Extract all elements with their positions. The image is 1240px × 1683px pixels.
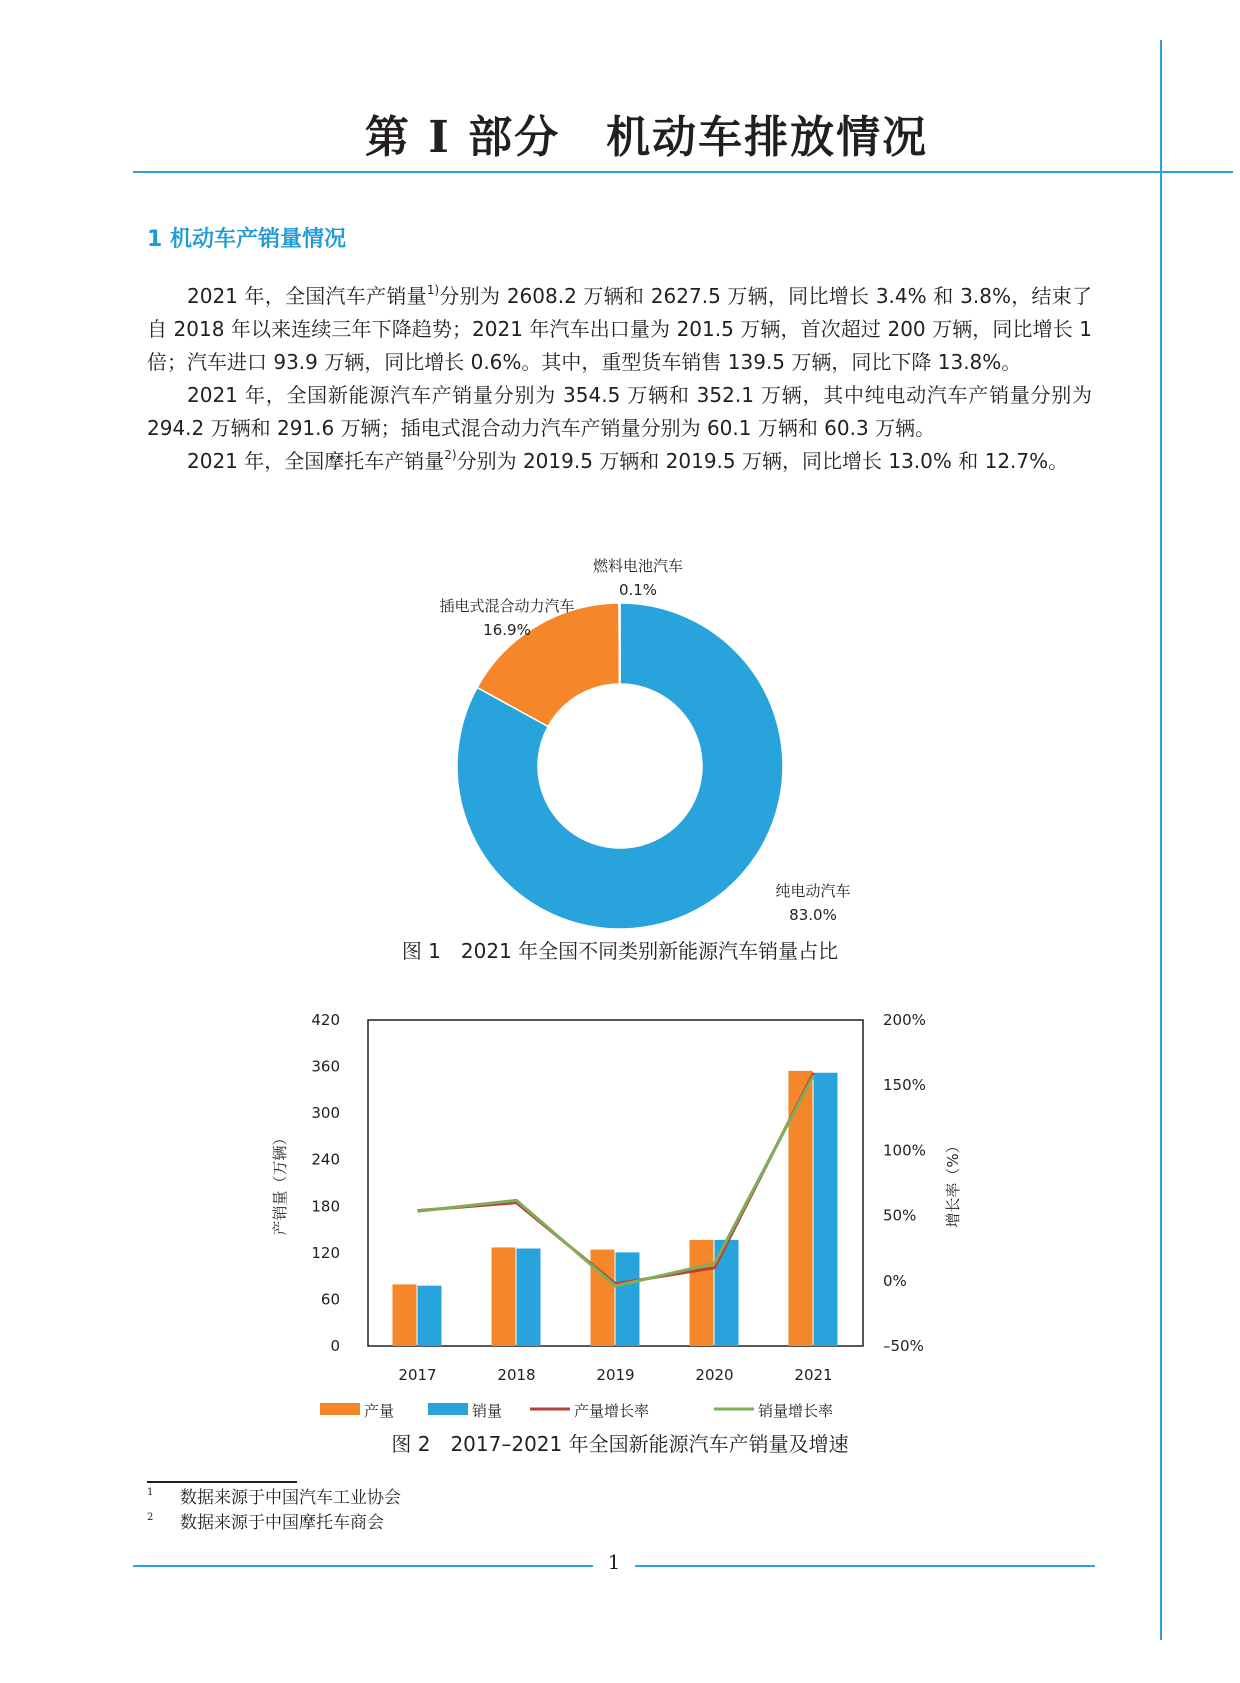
- footnote-ref-1[interactable]: 1): [426, 283, 440, 297]
- paragraph-3: 2021 年，全国摩托车产销量$^{2)}$分别为 2019.5 万辆和 2019.5 万辆，同比增长 13.0% 和 12.7%。: [187, 448, 1069, 473]
- footnote-1: 1 数据来源于中国汽车工业协会: [147, 1487, 401, 1508]
- figure-2-caption: 图 2 2017–2021 年全国新能源汽车产销量及增速: [391, 1432, 849, 1456]
- y-tick-label: 0: [330, 1337, 340, 1355]
- footnote-ref-2[interactable]: 2): [444, 448, 457, 462]
- y2-tick-label: 150%: [883, 1076, 926, 1095]
- legend-swatch-产量: [320, 1403, 360, 1415]
- legend-swatch-销量: [428, 1403, 468, 1415]
- y2-axis-title: 增长率（%）: [944, 1138, 962, 1228]
- y-tick-label: 240: [311, 1150, 340, 1169]
- footnote-2: 2 数据来源于中国摩托车商会: [147, 1512, 384, 1533]
- legend-label-销量增长率: 销量增长率: [758, 1402, 834, 1420]
- legend-label-产量: 产量: [364, 1402, 395, 1420]
- bar-产量-2017: [393, 1284, 417, 1346]
- footer-rule-left: [133, 1565, 593, 1567]
- title-rule: [133, 171, 1233, 173]
- donut-chart: [380, 548, 860, 938]
- y-tick-label: 420: [311, 1011, 340, 1029]
- donut-label-2: 燃料电池汽车: [592, 557, 684, 575]
- bar-产量-2018: [492, 1247, 516, 1346]
- donut-label-0: 纯电动汽车: [775, 882, 851, 900]
- donut-label-1: 插电式混合动力汽车: [439, 597, 575, 615]
- section-heading: 1 机动车产销量情况: [147, 227, 346, 252]
- bar-产量-2019: [591, 1250, 615, 1346]
- bar-销量-2019: [616, 1252, 640, 1346]
- figure-1-caption: 图 1 2021 年全国不同类别新能源汽车销量占比: [401, 939, 839, 963]
- y2-tick-label: 200%: [883, 1011, 926, 1029]
- y-tick-label: 360: [311, 1057, 340, 1076]
- line-产量增长率: [418, 1073, 814, 1284]
- y-tick-label: 60: [320, 1290, 340, 1309]
- donut-value-2: 0.1%: [618, 581, 658, 599]
- footnote-rule: [147, 1481, 297, 1483]
- y2-tick-label: 100%: [883, 1141, 926, 1160]
- x-tick-label: 2018: [497, 1366, 536, 1384]
- x-tick-label: 2021: [794, 1366, 833, 1384]
- bar-产量-2020: [690, 1240, 714, 1346]
- bar-销量-2017: [418, 1286, 442, 1346]
- y2-tick-label: –50%: [883, 1337, 924, 1355]
- x-tick-label: 2020: [695, 1366, 734, 1384]
- legend-label-销量: 销量: [472, 1402, 503, 1420]
- paragraph-2: 2021 年，全国新能源汽车产销量分别为 354.5 万辆和 352.1 万辆，其中纯电动汽车产销量分别为 294.2 万辆和 291.6 万辆；插电式混合动力汽车产销量分别为 60.1 万辆和 60.3 万辆。: [147, 383, 1092, 440]
- footnotes: [147, 1486, 401, 1536]
- footer-rule-right: [635, 1565, 1095, 1567]
- y-axis-title: 产销量（万辆）: [271, 1130, 289, 1236]
- donut-value-1: 16.9%: [483, 621, 531, 639]
- y2-tick-label: 0%: [883, 1271, 907, 1290]
- bar-销量-2018: [517, 1249, 541, 1346]
- page-title: 第 I 部分 机动车排放情况: [364, 112, 929, 163]
- y-tick-label: 180: [311, 1197, 340, 1216]
- paragraph-1: 2021 年，全国汽车产销量$^{1)}$分别为 2608.2 万辆和 2627.5 万辆，同比增长 3.4% 和 3.8%，结束了自 2018 年以来连续三年下降趋势；2021 年汽车出口量为 201.5 万辆，首次超过 200 万辆，同比增长 1 倍；汽车进口 93.9 万辆，同比增长 0.6%。其中，重型货车销售 139.5 万辆，同比下降 13.8%。: [147, 283, 1092, 374]
- x-tick-label: 2019: [596, 1366, 635, 1384]
- combo-chart: [260, 1006, 960, 1426]
- page-number: 1: [607, 1550, 621, 1574]
- y-tick-label: 120: [311, 1243, 340, 1262]
- y2-tick-label: 50%: [883, 1206, 917, 1225]
- donut-value-0: 83.0%: [789, 906, 837, 924]
- right-margin-rule: [1160, 40, 1162, 1640]
- legend-label-产量增长率: 产量增长率: [574, 1402, 650, 1420]
- x-tick-label: 2017: [398, 1366, 437, 1384]
- bar-销量-2021: [814, 1073, 838, 1346]
- y-tick-label: 300: [311, 1104, 340, 1123]
- donut-slice-2: [619, 603, 620, 684]
- body-text: [147, 280, 1092, 478]
